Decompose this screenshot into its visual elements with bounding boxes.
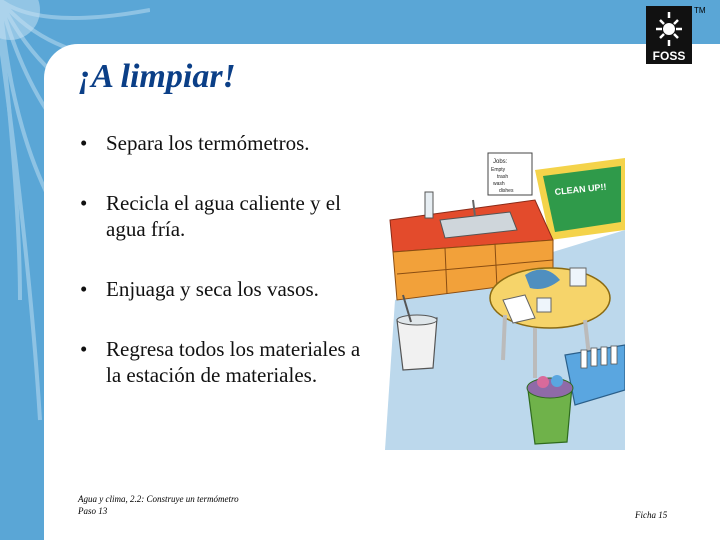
green-board	[543, 166, 621, 232]
bullet-item	[78, 130, 368, 156]
footer-line: Agua y clima, 2.2: Construye un termómetro	[78, 494, 239, 504]
cup	[570, 268, 586, 286]
bullet-list	[78, 130, 368, 422]
footer-line: Paso 13	[78, 506, 108, 516]
bullet-marker: •	[80, 277, 88, 301]
footer-source	[78, 493, 239, 517]
slide-title: ¡A limpiar!	[78, 58, 236, 95]
foss-logo	[644, 6, 694, 66]
bullet-text: Recicla el agua caliente y el agua fría.	[106, 191, 341, 241]
bullet-text: Regresa todos los materiales a la estación de materiales.	[106, 337, 361, 387]
page-label: Ficha 15	[635, 510, 668, 520]
cup	[537, 298, 551, 312]
bottle	[425, 192, 433, 218]
note-line: Empty	[491, 167, 506, 173]
trademark-mark: TM	[694, 6, 706, 15]
bullet-text: Separa los termómetros.	[106, 131, 310, 155]
note-line: dishes	[499, 188, 514, 194]
bullet-item	[78, 190, 368, 242]
bullet-marker: •	[80, 191, 88, 215]
bullet-item	[78, 336, 368, 388]
board-text: CLEAN UP!!	[554, 181, 607, 197]
note-line: Jobs:	[493, 159, 508, 165]
bullet-text: Enjuaga y seca los vasos.	[106, 277, 319, 301]
classroom-cleanup-illustration	[385, 150, 625, 450]
bucket	[397, 318, 437, 370]
logo-text: FOSS	[652, 49, 686, 63]
note-line: wash	[493, 181, 505, 187]
note-line: trash	[497, 174, 509, 180]
bullet-marker: •	[80, 131, 88, 155]
bullet-marker: •	[80, 337, 88, 361]
bullet-item	[78, 276, 368, 302]
